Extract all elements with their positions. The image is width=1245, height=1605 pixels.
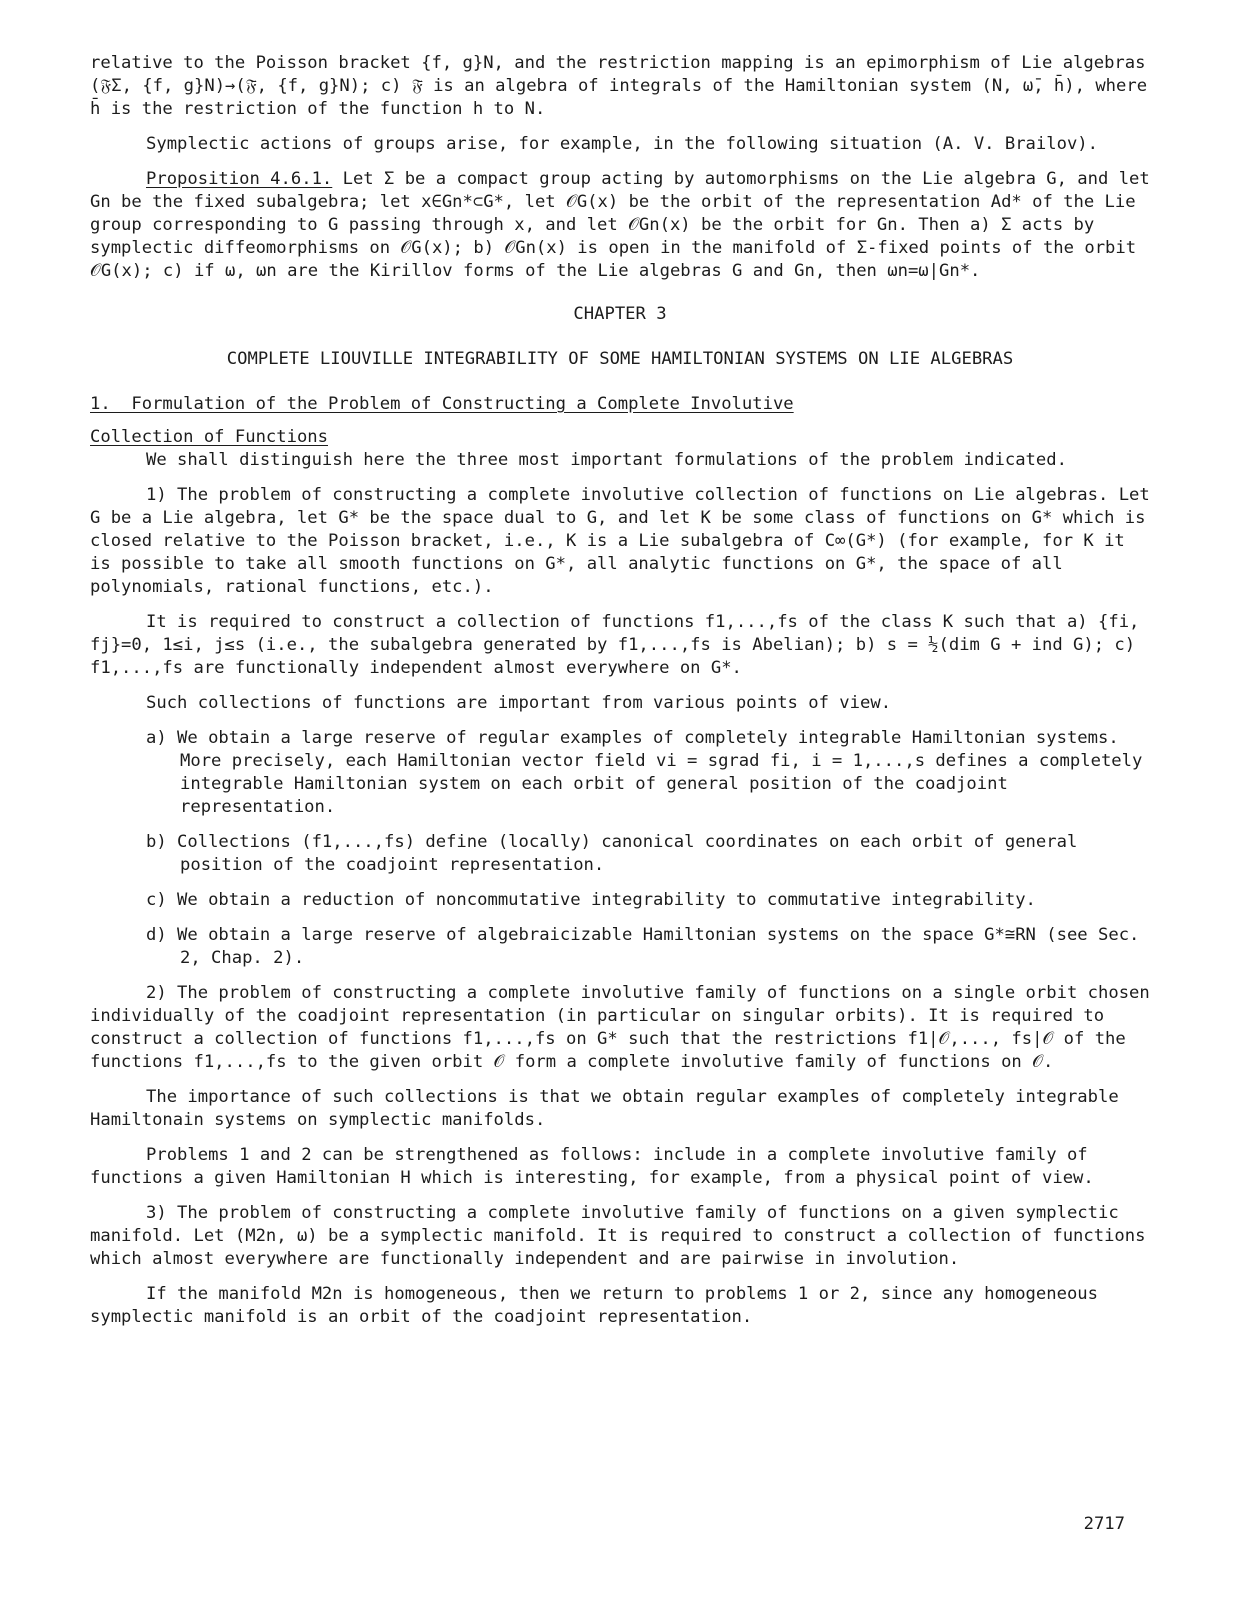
section-heading-line-2 bbox=[90, 426, 1150, 449]
chapter-title: COMPLETE LIOUVILLE INTEGRABILITY OF SOME HAMILTONIAN SYSTEMS ON LIE ALGEBRAS bbox=[226, 349, 1014, 369]
list-item-a: a) We obtain a large reserve of regular examples of completely integrable Hamiltonian systems. More precisely, each Hamiltonian vector field vi = sgrad fi, i = 1,...,s defines a completely integrable Hamiltonian system on each orbit of general position of the coadjoint representation. bbox=[146, 728, 1153, 817]
proposition-label: Proposition 4.6.1. bbox=[146, 169, 333, 189]
paragraph-problem-1: 1) The problem of constructing a complete involutive collection of functions on Lie algebras. Let G be a Lie algebra, let G* be the space dual to G, and let K be some class of functions on G* which is closed relative to the Poisson bracket, i.e., K is a Lie subalgebra of C∞(G*) (for example, for K it is possible to take all smooth functions on G*, all analytic functions on G*, the space of all polynomials, rational functions, etc.). bbox=[90, 485, 1161, 597]
paragraph-formulations: We shall distinguish here the three most important formulations of the problem indicated. bbox=[146, 450, 1067, 470]
section-heading-line-1 bbox=[90, 393, 1150, 416]
paragraph-problem-2: 2) The problem of constructing a complete involutive family of functions on a single orbit chosen individually of the coadjoint representation (in particular on singular orbits). It is required to construct a collection of functions f1,...,fs on G* such that the restrictions f1|𝒪,..., fs|𝒪 of the functions f1,...,fs to the given orbit 𝒪 form a complete involutive family of functions on 𝒪. bbox=[90, 983, 1161, 1072]
paragraph-requirement: It is required to construct a collection of functions f1,...,fs of the class K such that a) {fi, fj}=0, 1≤i, j≤s (i.e., the subalgebra generated by f1,...,fs is Abelian); b) s = ½(dim G + ind G); c) f1,...,fs are functionally independent almost everywhere on G*. bbox=[90, 612, 1150, 678]
section-heading-text-1: 1. Formulation of the Problem of Constructing a Complete Involutive bbox=[90, 394, 794, 414]
list-item-d: d) We obtain a large reserve of algebraicizable Hamiltonian systems on the space G*≅RN (see Sec. 2, Chap. 2). bbox=[146, 925, 1150, 968]
paragraph-problem-3: 3) The problem of constructing a complete involutive family of functions on a given symplectic manifold. Let (M2n, ω) be a symplectic manifold. It is required to construct a collection of functions which almost everywhere are functionally independent and are pairwise in involution. bbox=[90, 1203, 1156, 1269]
paragraph-importance: Such collections of functions are important from various points of view. bbox=[146, 693, 892, 713]
paragraph-continuation: relative to the Poisson bracket {f, g}N, and the restriction mapping is an epimorphism of Lie algebras (𝔉Σ, {f, g}N)→(𝔉̄, {f, g}N); c) 𝔉̄ is an algebra of integrals of the Hamiltonian system (N, ω̄, h̄), where h̄ is the restriction of the function h to N. bbox=[90, 53, 1158, 119]
section-heading-text-2: Collection of Functions bbox=[90, 427, 328, 447]
proposition-text: Let Σ be a compact group acting by automorphisms on the Lie algebra G, and let Gn be the fixed subalgebra; let x∈Gn*⊂G*, let 𝒪G(x) be the orbit of the representation Ad* of the Lie group corresponding to G passing through x, and let 𝒪Gn(x) be the orbit for Gn. Then a) Σ acts by symplectic diffeomorphisms on 𝒪G(x); b) 𝒪Gn(x) is open in the manifold of Σ-fixed points of the orbit 𝒪G(x); c) if ω, ωn are the Kirillov forms of the Lie algebras G and Gn, then ωn=ω|Gn*. bbox=[90, 169, 1161, 281]
proposition-paragraph bbox=[90, 168, 1161, 283]
page-number: 2717 bbox=[1083, 1514, 1125, 1534]
page-body bbox=[90, 52, 1161, 1329]
chapter-number: CHAPTER 3 bbox=[573, 304, 667, 324]
list-item-c: c) We obtain a reduction of noncommutative integrability to commutative integrability. bbox=[146, 890, 1036, 910]
list-item-b: b) Collections (f1,...,fs) define (locally) canonical coordinates on each orbit of general position of the coadjoint representation. bbox=[146, 832, 1088, 875]
paragraph-collections-importance: The importance of such collections is that we obtain regular examples of completely integrable Hamiltonain systems on symplectic manifolds. bbox=[90, 1087, 1130, 1130]
paragraph-homogeneous: If the manifold M2n is homogeneous, then we return to problems 1 or 2, since any homogeneous symplectic manifold is an orbit of the coadjoint representation. bbox=[90, 1284, 1109, 1327]
paragraph-strengthening: Problems 1 and 2 can be strengthened as follows: include in a complete involutive family of functions a given Hamiltonian H which is interesting, for example, from a physical point of view. bbox=[90, 1145, 1099, 1188]
paragraph-symplectic-actions: Symplectic actions of groups arise, for example, in the following situation (A. V. Brailov). bbox=[146, 134, 1098, 154]
